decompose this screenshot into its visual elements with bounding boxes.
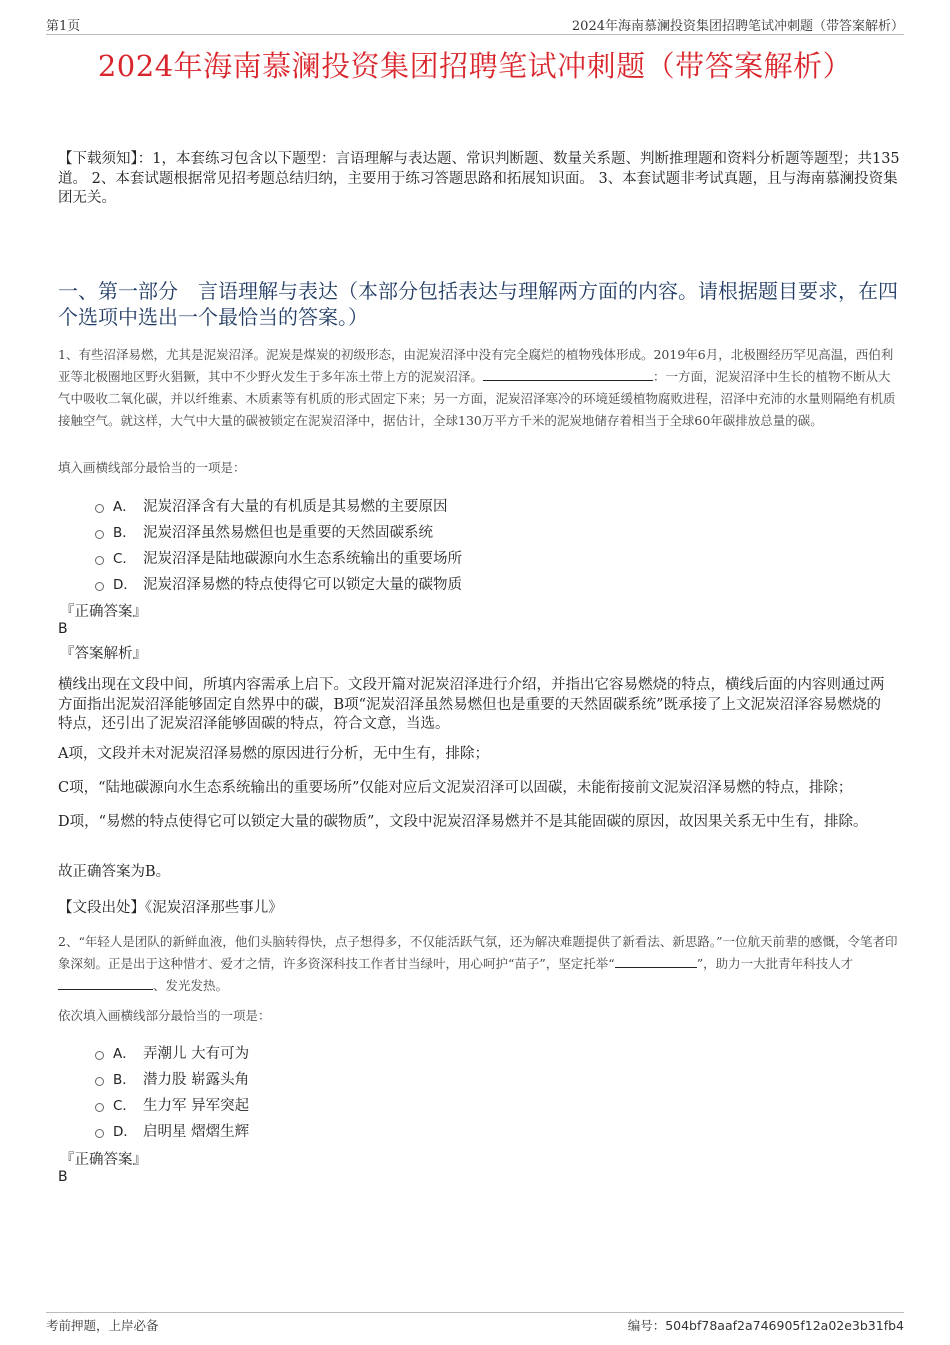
radio-icon[interactable] bbox=[95, 504, 104, 513]
question-2-text-a: 2、“年轻人是团队的新鲜血液，他们头脑转得快，点子想得多，不仅能活跃气氛，还为解决难题提供了新看法、新思路。”一位航天前辈的感慨，令笔者印象深刻。正是出于这种惜才、爱才之情，许多资深科技工作者甘当绿叶，用心呵护“苗子”，坚定托举“ bbox=[58, 934, 898, 971]
radio-icon[interactable] bbox=[95, 1129, 104, 1138]
radio-icon[interactable] bbox=[95, 1103, 104, 1112]
page-header bbox=[46, 14, 904, 35]
radio-icon[interactable] bbox=[95, 530, 104, 539]
document-title: 2024年海南慕澜投资集团招聘笔试冲刺题（带答案解析） bbox=[97, 49, 853, 83]
document-code: 编号：504bf78aaf2a746905f12a02e3b31fb4 bbox=[627, 1318, 904, 1333]
analysis-label: 『答案解析』 bbox=[60, 646, 147, 662]
option-d[interactable]: D． 泥炭沼泽易燃的特点使得它可以锁定大量的碳物质 bbox=[95, 570, 462, 596]
analysis-paragraph: C项，“陆地碳源向水生态系统输出的重要场所”仅能对应后文泥炭沼泽可以固碳，未能衔接前文泥炭沼泽易燃的特点，排除； bbox=[58, 780, 853, 796]
option-b[interactable]: B． 泥炭沼泽虽然易燃但也是重要的天然固碳系统 bbox=[95, 518, 462, 544]
option-a[interactable]: A． 弄潮儿 大有可为 bbox=[95, 1039, 249, 1065]
question-1-prompt: 填入画横线部分最恰当的一项是： bbox=[58, 460, 246, 475]
option-text: 潜力股 崭露头角 bbox=[143, 1071, 250, 1088]
question-1-text-b: ：一方面，泥炭沼泽中生长的植物不断从大气中吸收二氧化碳，并以纤维素、木质素等有机质的形式固定下来；另一方面，泥炭沼泽寒冷的环境延缓植物腐败进程，沼泽中充沛的水量则隔绝有机质接触空气。就这样，大气中大量的碳被锁定在泥炭沼泽中，据估计，全球130万平方千米的泥炭地储存着相当于全球60年碳排放总量的碳。 bbox=[58, 369, 896, 428]
fill-blank bbox=[615, 953, 697, 968]
radio-icon[interactable] bbox=[95, 556, 104, 565]
footer-slogan: 考前押题，上岸必备 bbox=[46, 1318, 159, 1333]
analysis-paragraph: D项，“易燃的特点使得它可以锁定大量的碳物质”，文段中泥炭沼泽易燃并不是其能固碳的原因，故因果关系无中生有，排除。 bbox=[58, 814, 868, 830]
question-1-text-a: 1、有些沼泽易燃，尤其是泥炭沼泽。泥炭是煤炭的初级形态，由泥炭沼泽中没有完全腐烂的植物残体形成。2019年6月，北极圈经历罕见高温，西伯利亚等北极圈地区野火猖獗，其中不少野火发生于多年冻土带上方的泥炭沼泽。 bbox=[58, 347, 894, 384]
download-notice: 【下载须知】：1，本套练习包含以下题型：言语理解与表达题、常识判断题、数量关系题、判断推理题和资料分析题等题型；共135道。 2、本套试题根据常见招考题总结归纳，主要用于练习答题思路和拓展知识面。 3、本套试题非考试真题，且与海南慕澜投资集团无关。 bbox=[58, 151, 900, 206]
analysis-paragraph: A项，文段并未对泥炭沼泽易燃的原因进行分析，无中生有，排除； bbox=[58, 746, 489, 762]
correct-answer-label: 『正确答案』 bbox=[60, 604, 147, 620]
radio-icon[interactable] bbox=[95, 1051, 104, 1060]
question-2-text bbox=[58, 931, 900, 997]
option-b[interactable]: B． 潜力股 崭露头角 bbox=[95, 1065, 249, 1091]
analysis-paragraph: 横线出现在文段中间，所填内容需承上启下。文段开篇对泥炭沼泽进行介绍，并指出它容易燃烧的特点，横线后面的内容则通过两方面指出泥炭沼泽能够固定自然界中的碳，B项“泥炭沼泽虽然易燃但也是重要的天然固碳系统”既承接了上文泥炭沼泽容易燃烧的特点，还引出了泥炭沼泽能够固碳的特点，符合文意，当选。 bbox=[58, 677, 885, 732]
header-doc-title: 2024年海南慕澜投资集团招聘笔试冲刺题（带答案解析） bbox=[571, 19, 904, 34]
option-text: 泥炭沼泽含有大量的有机质是其易燃的主要原因 bbox=[143, 498, 448, 515]
analysis-conclusion: 故正确答案为B。 bbox=[58, 864, 171, 880]
question-2-options bbox=[95, 1039, 249, 1143]
option-d[interactable]: D． 启明星 熠熠生辉 bbox=[95, 1117, 249, 1143]
option-text: 泥炭沼泽是陆地碳源向水生态系统输出的重要场所 bbox=[143, 550, 462, 567]
radio-icon[interactable] bbox=[95, 582, 104, 591]
option-a[interactable]: A． 泥炭沼泽含有大量的有机质是其易燃的主要原因 bbox=[95, 492, 462, 518]
fill-blank bbox=[483, 366, 653, 381]
option-text: 生力军 异军突起 bbox=[143, 1097, 250, 1114]
section-title: 一、第一部分 言语理解与表达（本部分包括表达与理解两方面的内容。请根据题目要求，在四个选项中选出一个最恰当的答案。） bbox=[58, 279, 898, 329]
option-text: 启明星 熠熠生辉 bbox=[143, 1123, 250, 1140]
question-2-text-c: 、发光发热。 bbox=[153, 978, 229, 993]
correct-answer-label: 『正确答案』 bbox=[60, 1152, 147, 1168]
radio-icon[interactable] bbox=[95, 1077, 104, 1086]
option-text: 泥炭沼泽易燃的特点使得它可以锁定大量的碳物质 bbox=[143, 576, 462, 593]
option-c[interactable]: C． 泥炭沼泽是陆地碳源向水生态系统输出的重要场所 bbox=[95, 544, 462, 570]
correct-answer: B bbox=[58, 1169, 68, 1185]
correct-answer: B bbox=[58, 621, 68, 637]
option-c[interactable]: C． 生力军 异军突起 bbox=[95, 1091, 249, 1117]
page-number: 第1页 bbox=[46, 19, 81, 34]
question-1-text bbox=[58, 344, 900, 432]
option-text: 弄潮儿 大有可为 bbox=[143, 1045, 250, 1062]
fill-blank bbox=[58, 975, 153, 990]
page-footer bbox=[46, 1312, 904, 1333]
question-2-text-b: ”，助力一大批青年科技人才 bbox=[696, 956, 854, 971]
question-2-prompt: 依次填入画横线部分最恰当的一项是： bbox=[58, 1008, 271, 1023]
option-text: 泥炭沼泽虽然易燃但也是重要的天然固碳系统 bbox=[143, 524, 433, 541]
source-reference: 【文段出处】《泥炭沼泽那些事儿》 bbox=[58, 900, 283, 916]
question-1-options bbox=[95, 492, 462, 596]
